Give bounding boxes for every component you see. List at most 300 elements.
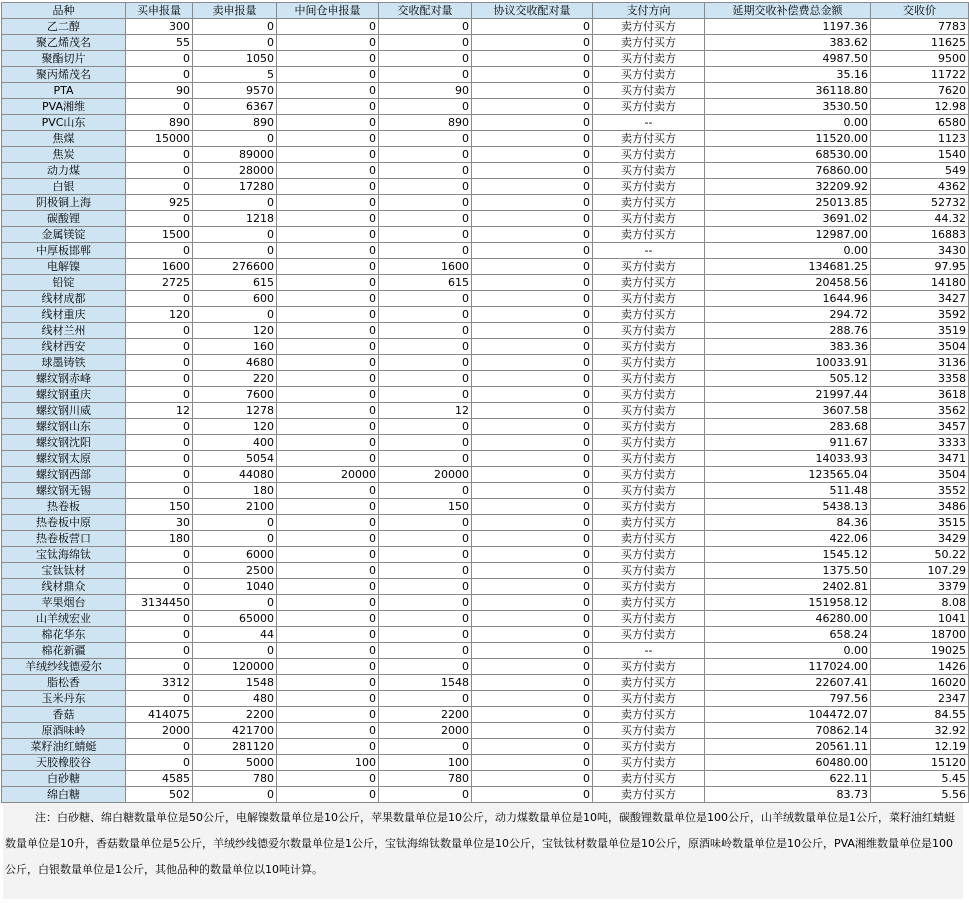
buy-volume-cell: 0 [126,611,193,627]
delivery-matched-cell: 12 [379,403,472,419]
intermediate-warehouse-cell: 0 [277,227,379,243]
agreement-matched-cell: 0 [472,259,593,275]
agreement-matched-cell: 0 [472,371,593,387]
product-cell: 菜籽油红蜻蜓 [2,739,126,755]
sell-volume-cell: 1050 [193,51,277,67]
compensation-total-cell: 46280.00 [705,611,871,627]
buy-volume-cell: 0 [126,579,193,595]
compensation-total-cell: 151958.12 [705,595,871,611]
delivery-price-cell: 9500 [871,51,969,67]
intermediate-warehouse-cell: 0 [277,387,379,403]
payment-direction-cell: 买方付卖方 [593,419,705,435]
delivery-matched-cell: 0 [379,355,472,371]
delivery-price-cell: 12.98 [871,99,969,115]
delivery-matched-cell: 0 [379,739,472,755]
compensation-total-cell: 0.00 [705,243,871,259]
agreement-matched-cell: 0 [472,659,593,675]
table-row [2,467,969,483]
header-product: 品种 [2,3,126,19]
table-row [2,227,969,243]
delivery-price-cell: 11625 [871,35,969,51]
sell-volume-cell: 6000 [193,547,277,563]
buy-volume-cell: 0 [126,371,193,387]
payment-direction-cell: -- [593,643,705,659]
delivery-price-cell: 3592 [871,307,969,323]
header-agreement-matched: 协议交收配对量 [472,3,593,19]
agreement-matched-cell: 0 [472,51,593,67]
payment-direction-cell: 买方付卖方 [593,83,705,99]
delivery-matched-cell: 0 [379,243,472,259]
product-cell: 脂松香 [2,675,126,691]
sell-volume-cell: 0 [193,35,277,51]
buy-volume-cell: 0 [126,323,193,339]
table-row [2,483,969,499]
sell-volume-cell: 600 [193,291,277,307]
buy-volume-cell: 0 [126,291,193,307]
table-row [2,163,969,179]
sell-volume-cell: 17280 [193,179,277,195]
delivery-matched-cell: 0 [379,51,472,67]
intermediate-warehouse-cell: 0 [277,499,379,515]
buy-volume-cell: 0 [126,739,193,755]
delivery-matched-cell: 0 [379,387,472,403]
intermediate-warehouse-cell: 0 [277,211,379,227]
delivery-price-cell: 1540 [871,147,969,163]
intermediate-warehouse-cell: 0 [277,243,379,259]
table-row [2,291,969,307]
delivery-matched-cell: 2000 [379,723,472,739]
payment-direction-cell: 卖方付买方 [593,195,705,211]
delivery-price-cell: 84.55 [871,707,969,723]
table-row [2,83,969,99]
intermediate-warehouse-cell: 0 [277,35,379,51]
delivery-matched-cell: 0 [379,435,472,451]
table-row [2,771,969,787]
agreement-matched-cell: 0 [472,323,593,339]
product-cell: 线材鼎众 [2,579,126,595]
payment-direction-cell: 卖方付买方 [593,707,705,723]
table-row [2,323,969,339]
buy-volume-cell: 0 [126,451,193,467]
payment-direction-cell: 卖方付买方 [593,675,705,691]
table-row [2,595,969,611]
compensation-total-cell: 5438.13 [705,499,871,515]
buy-volume-cell: 55 [126,35,193,51]
intermediate-warehouse-cell: 0 [277,323,379,339]
table-row [2,723,969,739]
sell-volume-cell: 180 [193,483,277,499]
compensation-total-cell: 12987.00 [705,227,871,243]
header-payment-direction: 支付方向 [593,3,705,19]
sell-volume-cell: 0 [193,643,277,659]
intermediate-warehouse-cell: 0 [277,787,379,803]
delivery-matched-cell: 0 [379,227,472,243]
product-cell: 螺纹钢山东 [2,419,126,435]
delivery-price-cell: 2347 [871,691,969,707]
compensation-total-cell: 104472.07 [705,707,871,723]
delivery-price-cell: 107.29 [871,563,969,579]
buy-volume-cell: 3134450 [126,595,193,611]
sell-volume-cell: 0 [193,195,277,211]
product-cell: 天胶橡胶谷 [2,755,126,771]
agreement-matched-cell: 0 [472,35,593,51]
payment-direction-cell: 卖方付买方 [593,771,705,787]
compensation-total-cell: 32209.92 [705,179,871,195]
agreement-matched-cell: 0 [472,675,593,691]
agreement-matched-cell: 0 [472,67,593,83]
agreement-matched-cell: 0 [472,515,593,531]
delivery-matched-cell: 0 [379,35,472,51]
buy-volume-cell: 0 [126,563,193,579]
buy-volume-cell: 4585 [126,771,193,787]
table-row [2,35,969,51]
buy-volume-cell: 0 [126,387,193,403]
delivery-price-cell: 15120 [871,755,969,771]
sell-volume-cell: 1548 [193,675,277,691]
buy-volume-cell: 0 [126,67,193,83]
compensation-total-cell: 10033.91 [705,355,871,371]
compensation-total-cell: 68530.00 [705,147,871,163]
compensation-total-cell: 1197.36 [705,19,871,35]
compensation-total-cell: 505.12 [705,371,871,387]
agreement-matched-cell: 0 [472,707,593,723]
agreement-matched-cell: 0 [472,691,593,707]
intermediate-warehouse-cell: 0 [277,179,379,195]
payment-direction-cell: 买方付卖方 [593,739,705,755]
payment-direction-cell: 买方付卖方 [593,563,705,579]
intermediate-warehouse-cell: 100 [277,755,379,771]
delivery-matched-cell: 0 [379,515,472,531]
compensation-total-cell: 21997.44 [705,387,871,403]
sell-volume-cell: 421700 [193,723,277,739]
delivery-price-cell: 1426 [871,659,969,675]
compensation-total-cell: 1375.50 [705,563,871,579]
product-cell: PVC山东 [2,115,126,131]
product-cell: 螺纹钢赤峰 [2,371,126,387]
delivery-matched-cell: 0 [379,579,472,595]
sell-volume-cell: 0 [193,531,277,547]
compensation-total-cell: 60480.00 [705,755,871,771]
payment-direction-cell: 买方付卖方 [593,483,705,499]
payment-direction-cell: 买方付卖方 [593,371,705,387]
compensation-total-cell: 83.73 [705,787,871,803]
delivery-price-cell: 3618 [871,387,969,403]
table-row [2,611,969,627]
sell-volume-cell: 480 [193,691,277,707]
intermediate-warehouse-cell: 0 [277,435,379,451]
delivery-matched-cell: 90 [379,83,472,99]
sell-volume-cell: 120000 [193,659,277,675]
sell-volume-cell: 780 [193,771,277,787]
payment-direction-cell: 买方付卖方 [593,323,705,339]
delivery-price-cell: 7783 [871,19,969,35]
intermediate-warehouse-cell: 0 [277,51,379,67]
delivery-matched-cell: 1600 [379,259,472,275]
payment-direction-cell: 买方付卖方 [593,403,705,419]
buy-volume-cell: 30 [126,515,193,531]
table-row [2,579,969,595]
table-row [2,563,969,579]
header-buy-volume: 买申报量 [126,3,193,19]
buy-volume-cell: 300 [126,19,193,35]
delivery-price-cell: 1041 [871,611,969,627]
product-cell: 香菇 [2,707,126,723]
sell-volume-cell: 89000 [193,147,277,163]
delivery-matched-cell: 0 [379,419,472,435]
compensation-total-cell: 2402.81 [705,579,871,595]
sell-volume-cell: 0 [193,595,277,611]
sell-volume-cell: 220 [193,371,277,387]
agreement-matched-cell: 0 [472,467,593,483]
product-cell: 焦煤 [2,131,126,147]
table-row [2,307,969,323]
delivery-price-cell: 32.92 [871,723,969,739]
sell-volume-cell: 44080 [193,467,277,483]
intermediate-warehouse-cell: 0 [277,195,379,211]
intermediate-warehouse-cell: 0 [277,307,379,323]
compensation-total-cell: 797.56 [705,691,871,707]
sell-volume-cell: 400 [193,435,277,451]
buy-volume-cell: 180 [126,531,193,547]
payment-direction-cell: 买方付卖方 [593,67,705,83]
buy-volume-cell: 0 [126,627,193,643]
product-cell: 乙二醇 [2,19,126,35]
intermediate-warehouse-cell: 0 [277,355,379,371]
sell-volume-cell: 0 [193,307,277,323]
buy-volume-cell: 414075 [126,707,193,723]
agreement-matched-cell: 0 [472,211,593,227]
delivery-price-cell: 3504 [871,467,969,483]
delivery-price-cell: 5.56 [871,787,969,803]
compensation-total-cell: 35.16 [705,67,871,83]
product-cell: 宝钛钛材 [2,563,126,579]
delivery-matched-cell: 890 [379,115,472,131]
agreement-matched-cell: 0 [472,787,593,803]
payment-direction-cell: 卖方付买方 [593,515,705,531]
payment-direction-cell: 买方付卖方 [593,211,705,227]
intermediate-warehouse-cell: 0 [277,723,379,739]
payment-direction-cell: 卖方付买方 [593,531,705,547]
payment-direction-cell: 卖方付买方 [593,787,705,803]
table-row [2,387,969,403]
footnote: 注：白砂糖、绵白糖数量单位是50公斤，电解镍数量单位是10公斤，苹果数量单位是10公斤，动力煤数量单位是10吨，碳酸锂数量单位是100公斤，山羊绒数量单位是1公斤，菜籽油红蜻蜓数量单位是10升，香菇数量单位是5公斤，羊绒纱线德爱尔数量单位是1公斤，宝钛海绵钛数量单位是10公斤，宝钛钛材数量单位是10公斤，原酒味岭数量单位是10公斤，PVA湘维数量单位是100公斤，白银数量单位是1公斤，其他品种的数量单位以10吨计算。 [3,803,963,899]
sell-volume-cell: 44 [193,627,277,643]
compensation-total-cell: 911.67 [705,435,871,451]
agreement-matched-cell: 0 [472,147,593,163]
compensation-total-cell: 294.72 [705,307,871,323]
payment-direction-cell: 卖方付买方 [593,131,705,147]
payment-direction-cell: -- [593,243,705,259]
delivery-matched-cell: 0 [379,659,472,675]
buy-volume-cell: 0 [126,179,193,195]
table-row [2,499,969,515]
sell-volume-cell: 0 [193,243,277,259]
buy-volume-cell: 925 [126,195,193,211]
compensation-total-cell: 76860.00 [705,163,871,179]
sell-volume-cell: 1218 [193,211,277,227]
intermediate-warehouse-cell: 0 [277,675,379,691]
sell-volume-cell: 0 [193,131,277,147]
agreement-matched-cell: 0 [472,243,593,259]
compensation-total-cell: 84.36 [705,515,871,531]
table-row [2,211,969,227]
agreement-matched-cell: 0 [472,771,593,787]
delivery-price-cell: 52732 [871,195,969,211]
sell-volume-cell: 0 [193,227,277,243]
compensation-total-cell: 383.36 [705,339,871,355]
buy-volume-cell: 0 [126,99,193,115]
agreement-matched-cell: 0 [472,227,593,243]
product-cell: 线材西安 [2,339,126,355]
delivery-matched-cell: 0 [379,339,472,355]
payment-direction-cell: 买方付卖方 [593,659,705,675]
payment-direction-cell: 卖方付买方 [593,35,705,51]
intermediate-warehouse-cell: 0 [277,451,379,467]
payment-direction-cell: 买方付卖方 [593,179,705,195]
delivery-matched-cell: 0 [379,611,472,627]
buy-volume-cell: 502 [126,787,193,803]
buy-volume-cell: 150 [126,499,193,515]
delivery-price-cell: 7620 [871,83,969,99]
payment-direction-cell: 买方付卖方 [593,467,705,483]
intermediate-warehouse-cell: 0 [277,259,379,275]
delivery-price-cell: 3519 [871,323,969,339]
buy-volume-cell: 0 [126,419,193,435]
payment-direction-cell: 买方付卖方 [593,259,705,275]
delivery-price-cell: 18700 [871,627,969,643]
payment-direction-cell: 买方付卖方 [593,723,705,739]
agreement-matched-cell: 0 [472,531,593,547]
table-row [2,115,969,131]
sell-volume-cell: 615 [193,275,277,291]
compensation-total-cell: 622.11 [705,771,871,787]
payment-direction-cell: 卖方付买方 [593,275,705,291]
buy-volume-cell: 2000 [126,723,193,739]
agreement-matched-cell: 0 [472,435,593,451]
payment-direction-cell: 买方付卖方 [593,435,705,451]
delivery-matched-cell: 0 [379,195,472,211]
agreement-matched-cell: 0 [472,387,593,403]
table-row [2,675,969,691]
buy-volume-cell: 0 [126,691,193,707]
table-row [2,147,969,163]
delivery-matched-cell: 0 [379,323,472,339]
sell-volume-cell: 0 [193,787,277,803]
buy-volume-cell: 0 [126,243,193,259]
agreement-matched-cell: 0 [472,355,593,371]
delivery-matched-cell: 0 [379,547,472,563]
table-row [2,355,969,371]
compensation-total-cell: 288.76 [705,323,871,339]
buy-volume-cell: 12 [126,403,193,419]
delivery-price-cell: 44.32 [871,211,969,227]
buy-volume-cell: 2725 [126,275,193,291]
table-row [2,51,969,67]
agreement-matched-cell: 0 [472,595,593,611]
table-row [2,435,969,451]
product-cell: 螺纹钢西部 [2,467,126,483]
delivery-matched-cell: 2200 [379,707,472,723]
intermediate-warehouse-cell: 0 [277,579,379,595]
intermediate-warehouse-cell: 0 [277,115,379,131]
product-cell: 金属镁锭 [2,227,126,243]
buy-volume-cell: 15000 [126,131,193,147]
table-row [2,195,969,211]
table-row [2,531,969,547]
table-row [2,419,969,435]
intermediate-warehouse-cell: 0 [277,483,379,499]
payment-direction-cell: 卖方付买方 [593,595,705,611]
product-cell: 中厚板邯郸 [2,243,126,259]
delivery-matched-cell: 0 [379,179,472,195]
delivery-matched-cell: 20000 [379,467,472,483]
product-cell: 聚乙烯茂名 [2,35,126,51]
product-cell: 线材兰州 [2,323,126,339]
buy-volume-cell: 1600 [126,259,193,275]
buy-volume-cell: 90 [126,83,193,99]
intermediate-warehouse-cell: 0 [277,739,379,755]
compensation-total-cell: 36118.80 [705,83,871,99]
table-row [2,659,969,675]
buy-volume-cell: 0 [126,163,193,179]
delivery-matched-cell: 0 [379,627,472,643]
sell-volume-cell: 890 [193,115,277,131]
sell-volume-cell: 7600 [193,387,277,403]
payment-direction-cell: 卖方付买方 [593,307,705,323]
compensation-total-cell: 1545.12 [705,547,871,563]
compensation-total-cell: 117024.00 [705,659,871,675]
agreement-matched-cell: 0 [472,115,593,131]
product-cell: 玉米丹东 [2,691,126,707]
delivery-matched-cell: 0 [379,291,472,307]
buy-volume-cell: 0 [126,755,193,771]
product-cell: 碳酸锂 [2,211,126,227]
delivery-price-cell: 50.22 [871,547,969,563]
compensation-total-cell: 14033.93 [705,451,871,467]
delivery-price-cell: 97.95 [871,259,969,275]
table-row [2,339,969,355]
product-cell: PTA [2,83,126,99]
delivery-matched-cell: 615 [379,275,472,291]
product-cell: 羊绒纱线德爱尔 [2,659,126,675]
agreement-matched-cell: 0 [472,451,593,467]
compensation-total-cell: 11520.00 [705,131,871,147]
intermediate-warehouse-cell: 0 [277,291,379,307]
compensation-total-cell: 134681.25 [705,259,871,275]
delivery-price-cell: 5.45 [871,771,969,787]
sell-volume-cell: 28000 [193,163,277,179]
agreement-matched-cell: 0 [472,307,593,323]
product-cell: 原酒味岭 [2,723,126,739]
product-cell: 宝钛海绵钛 [2,547,126,563]
sell-volume-cell: 120 [193,419,277,435]
agreement-matched-cell: 0 [472,755,593,771]
product-cell: 聚丙烯茂名 [2,67,126,83]
intermediate-warehouse-cell: 0 [277,659,379,675]
delivery-price-cell: 3552 [871,483,969,499]
delivery-matched-cell: 0 [379,307,472,323]
payment-direction-cell: 买方付卖方 [593,387,705,403]
agreement-matched-cell: 0 [472,579,593,595]
delivery-matched-cell: 0 [379,19,472,35]
delivery-price-cell: 3136 [871,355,969,371]
intermediate-warehouse-cell: 0 [277,531,379,547]
table-row [2,515,969,531]
delivery-price-cell: 3515 [871,515,969,531]
delivery-matched-cell: 0 [379,563,472,579]
buy-volume-cell: 0 [126,211,193,227]
product-cell: 线材成都 [2,291,126,307]
